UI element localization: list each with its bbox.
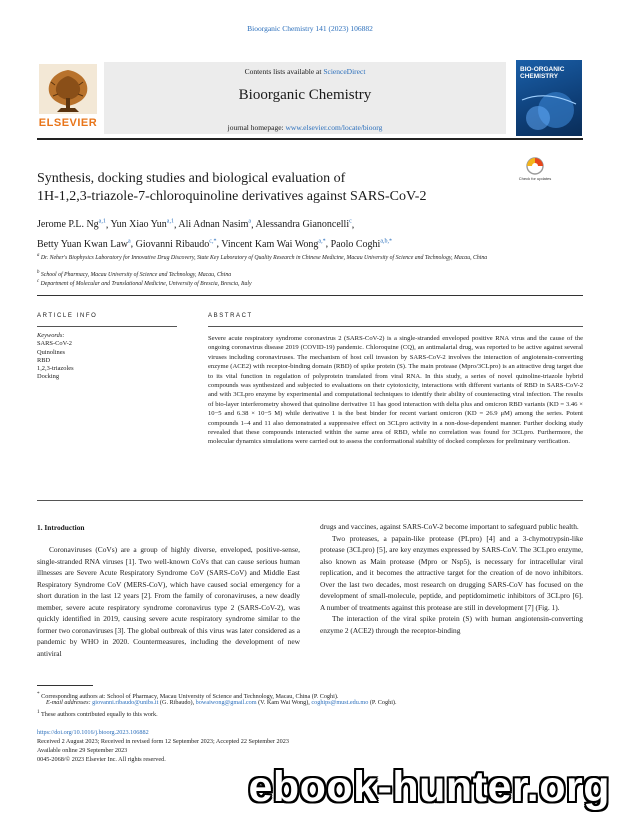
homepage-prefix: journal homepage:	[227, 123, 286, 132]
cover-title: BIO-ORGANIC CHEMISTRY	[520, 66, 565, 80]
title-line-1: Synthesis, docking studies and biological evaluation of	[37, 171, 346, 186]
article-info-rule	[37, 326, 177, 327]
body-paragraph: The interaction of the viral spike protein (S) with human angiotensin-converting enzyme 2 (ACE2) through the receptor-binding	[320, 614, 583, 635]
author[interactable]: Paolo Coghi$^{a,b,*}$	[330, 238, 392, 250]
abstract-bottom-rule	[37, 500, 583, 501]
affiliation: $^c$ Department of Molecular and Translational Medicine, University of Brescia, Brescia, Italy	[37, 279, 252, 287]
abstract-rule	[208, 326, 583, 327]
section-heading: 1. Introduction	[37, 523, 85, 532]
authors-line-1: Jerome P.L. Ng$^{a,1}$, Yun Xiao Yun$^{a,1}$, Ali Adnan Nasim$^a$, Alessandra Gianoncelli$^c$,	[37, 219, 355, 231]
body-paragraph: drugs and vaccines, against SARS-CoV-2 become important to safeguard public health.	[320, 522, 579, 531]
abstract-heading: ABSTRACT	[208, 313, 253, 319]
abstract-text: Severe acute respiratory syndrome coronavirus 2 (SARS-CoV-2) is a single-stranded enveloped positive RNA virus and the cause of the ongoing coronavirus disease 2019 (COVID-19) pandemic. Chloroquine (CQ), an antimalarial drug, was reported to be active against several viruses including coronaviruses. The mechanism of host cell invasion by SARS-CoV-2 involves the interaction of angiotensin-converting enzyme (ACE2) with receptor-binding domain (RBD) of spike protein (S). The main protease (Mpro/3CLpro) is an attractive drug target due to its vital function in regulation of polyprotein translated from viral RNA. In this study, a series of novel quinoline-triazole hybrid compounds was synthesized and subjected to evaluations on their cytotoxicity, interactions with different variants of RBD in SARS-CoV-2 and with 3CLpro enzyme by experimental and computational techniques to identify their ability of counteracting viral infection. The results of bio-layer interferometry showed that quinoline derivative 11 has good interaction with delta plus and omicron RBD variants (KD = 3.46 × 10−5 and 6.38 × 10−5 M) while derivative 1 is the best binder for recent variant omicron (KD = 26.9 μM) among the series. Potent compounds 1–4 and 11 also demonstrated a suppressive effect on 3CLpro activity in a non-dose-dependent manner. Further docking study revealed that these compounds interacted within the same area of RBD, while no correlation was found for 3CLpro. Furthermore, the molecular dynamics simulations were carried out to assess the conformational stability of docked complexes for preliminary verification.	[208, 335, 583, 446]
homepage-link[interactable]: www.elsevier.com/locate/bioorg	[285, 123, 383, 132]
body-paragraph: Two proteases, a papain-like protease (PLpro) [4] and a 3-chymotrypsin-like protease (3CLpro) [5], are key enzymes expressed by SARS-CoV. The 3CLpro enzyme, also known as Main protease (Mpro or Nsp5), is necessary for intracellular viral replication, and it becomes the attractive target for the creation of de novo inhibitors. Over the last two decades, most research on drugging SARS-CoV has focused on the development of small-molecule, peptide, and peptidomimetic inhibitors of 3CLpro [6]. A number of treatments against this protease are still in development [7] (Fig. 1).	[320, 533, 583, 612]
keywords-block	[37, 332, 74, 382]
footnote-corresponding: * Corresponding authors at: School of Pharmacy, Macau University of Science and Technology, Macau, China (P. Coghi).	[37, 691, 339, 701]
authors-line-2: Betty Yuan Kwan Law$^a$, Giovanni Ribaudo$^{c,*}$, Vincent Kam Wai Wong$^{a,*}$, Paolo Coghi$^{a,b,*}$	[37, 238, 392, 250]
available-online: Available online 29 September 2023	[37, 747, 128, 754]
check-updates-icon	[522, 156, 548, 176]
author[interactable]: Betty Yuan Kwan Law$^a$	[37, 238, 131, 250]
check-updates-label: Check for updates	[518, 176, 552, 181]
keywords-label: Keywords:	[37, 332, 65, 339]
journal-homepage	[104, 123, 506, 132]
watermark: ebook-hunter.org	[248, 763, 610, 811]
copyright: 0045-2068/© 2023 Elsevier Inc. All rights reserved.	[37, 756, 166, 763]
keyword: RBD	[37, 356, 51, 364]
affiliation-rule	[37, 295, 583, 296]
journal-title: Bioorganic Chemistry	[238, 87, 372, 103]
footnote-equal: $^1$ These authors contributed equally to this work.	[37, 709, 158, 719]
received-dates: Received 2 August 2023; Received in revised form 12 September 2023; Accepted 22 September 2023	[37, 738, 289, 745]
left-column	[37, 544, 300, 659]
elsevier-logo	[37, 62, 99, 134]
author[interactable]: Jerome P.L. Ng$^{a,1}$	[37, 219, 106, 231]
keyword: 1,2,3-triazoles	[37, 365, 74, 373]
article-title	[37, 170, 507, 206]
affiliation: $^a$ Dr. Neher's Biophysics Laboratory for Innovative Drug Discovery, State Key Laboratory of Quality Research in Chinese Medicine, Macau University of Science and Technology, Macau, China	[37, 253, 488, 261]
email-link[interactable]: coghips@must.edu.mo	[311, 699, 369, 706]
email-link[interactable]: giovanni.ribaudo@unibs.it	[92, 699, 159, 706]
body-paragraph: Coronaviruses (CoVs) are a group of highly diverse, enveloped, positive-sense, single-stranded RNA viruses [1]. Two well-known CoVs that can cause serious human illnesses are Severe Acute Respiratory Syndrome CoV (SARS-CoV) and Middle East Respiratory Syndrome CoV (MERS-CoV), which have caused social emergency for a short duration in the last 12 years [2]. From the family of coronaviruses, a new deadly member, severe acute respiratory syndrome coronavirus type 2 (SARS-CoV-2), was quickly identified in 2019, causing severe acute respiratory syndrome similar to the former two coronaviruses [3]. The global outbreak of this virus was later considered as a pandemic by WHO in 2020. Countermeasures, including the development of new antiviral	[37, 545, 300, 658]
keyword: Quinolines	[37, 348, 66, 356]
right-column	[320, 521, 583, 636]
contents-line	[104, 67, 506, 76]
article-info-heading: ARTICLE INFO	[37, 313, 98, 319]
journal-citation[interactable]: Bioorganic Chemistry 141 (2023) 106882	[247, 24, 373, 33]
doi-link[interactable]: https://doi.org/10.1016/j.bioorg.2023.106882	[37, 729, 149, 736]
author[interactable]: Yun Xiao Yun$^{a,1}$	[110, 219, 174, 231]
keyword: Docking	[37, 373, 60, 381]
author[interactable]: Vincent Kam Wai Wong$^{a,*}$	[221, 238, 326, 250]
author[interactable]: Ali Adnan Nasim$^a$	[178, 219, 252, 231]
contents-prefix: Contents lists available at	[244, 67, 324, 76]
sciencedirect-link[interactable]: ScienceDirect	[323, 67, 366, 76]
author-list	[37, 214, 577, 253]
header-rule	[37, 138, 583, 140]
title-line-2: 1H-1,2,3-triazole-7-chloroquinoline derivatives against SARS-CoV-2	[37, 189, 427, 204]
author[interactable]: Giovanni Ribaudo$^{c,*}$	[135, 238, 217, 250]
email-link[interactable]: bowaiwong@gmail.com	[195, 699, 257, 706]
keyword: SARS-CoV-2	[37, 340, 72, 348]
footnote-emails: E-mail addresses: giovanni.ribaudo@unibs.it (G. Ribaudo), bowaiwong@gmail.com (V. Kam Wai Wong), coghips@must.edu.mo (P. Coghi).	[46, 699, 397, 706]
affiliation: $^b$ School of Pharmacy, Macau University of Science and Technology, Macau, China	[37, 270, 232, 278]
publisher-wordmark: ELSEVIER	[38, 117, 98, 129]
footnote-rule	[37, 685, 93, 686]
author[interactable]: Alessandra Gianoncelli$^c$	[255, 219, 352, 231]
